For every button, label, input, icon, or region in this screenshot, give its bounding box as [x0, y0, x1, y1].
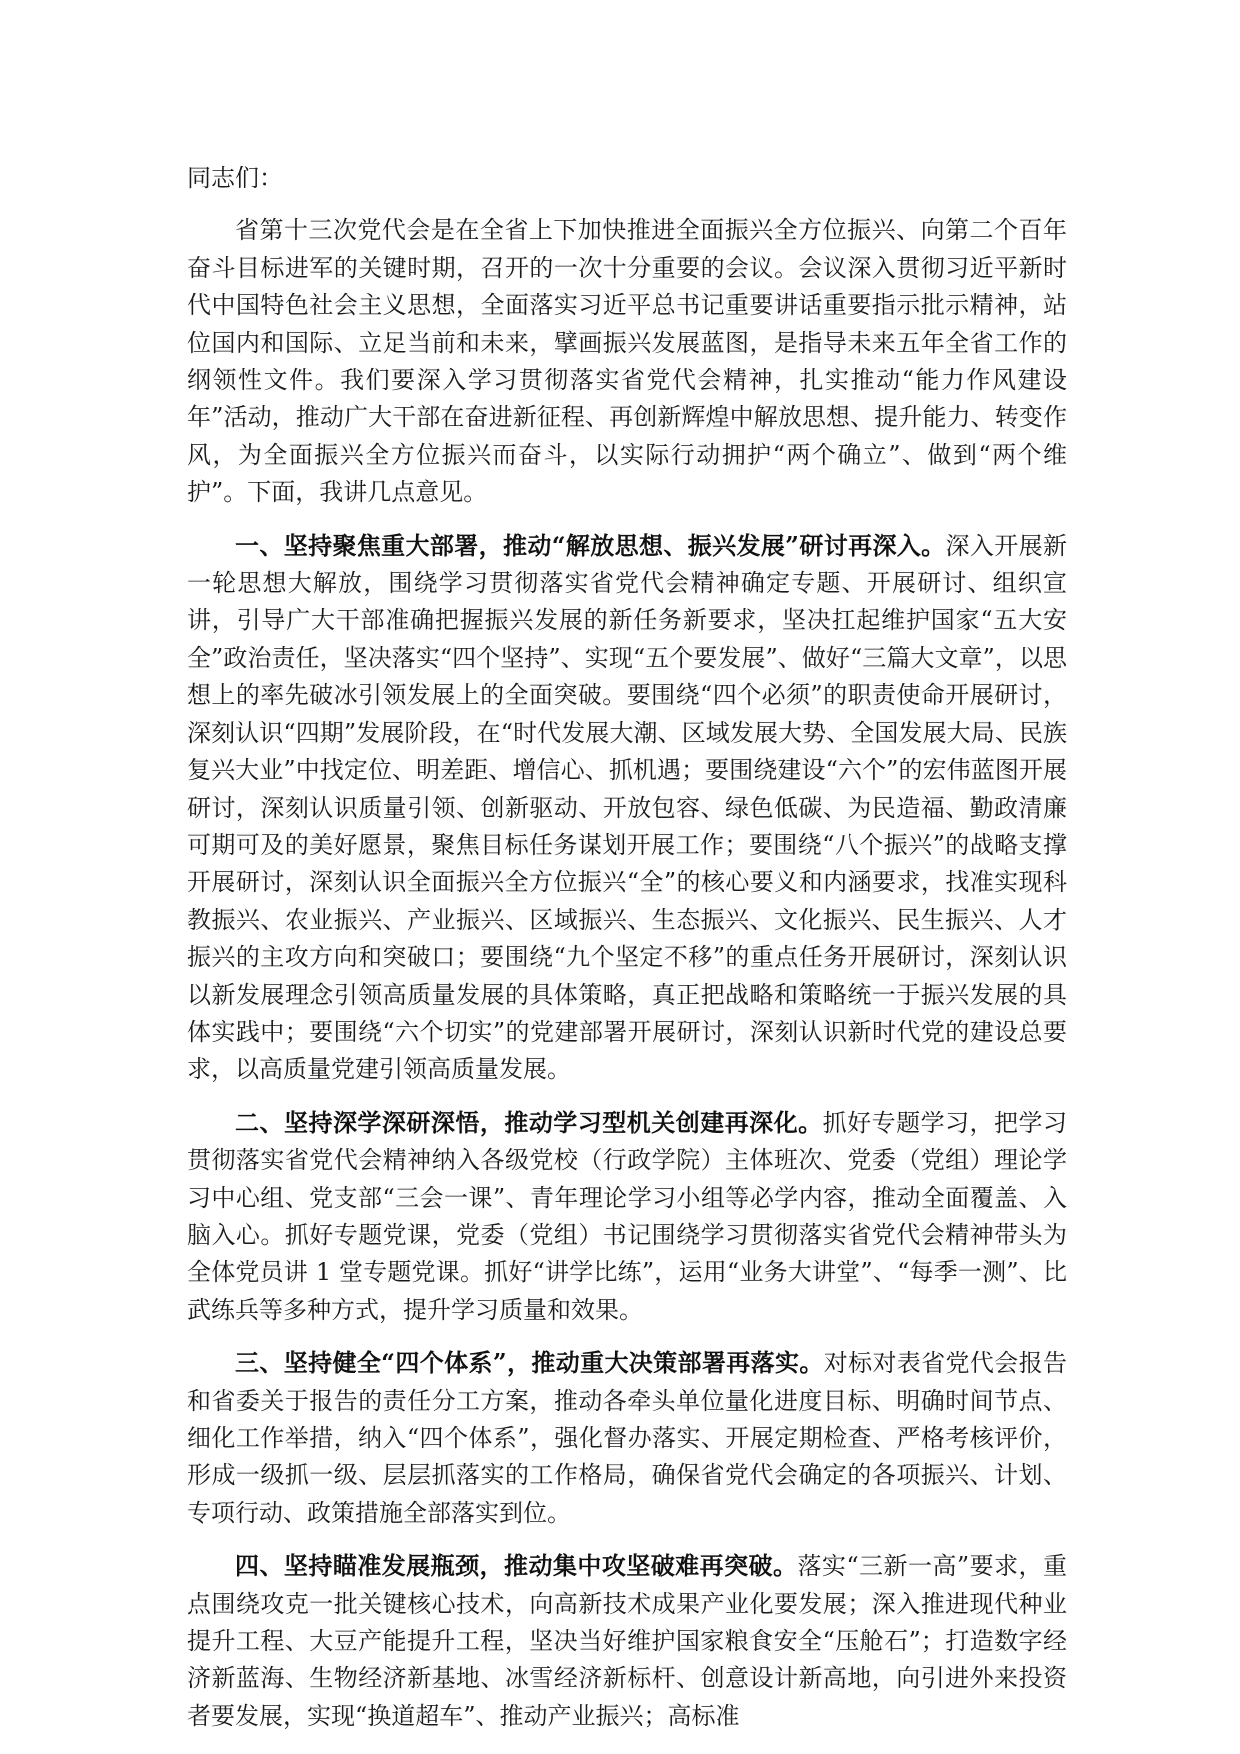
section-1-paragraph: [187, 527, 1067, 1089]
document-page: [187, 160, 1067, 1750]
section-2-body: 抓好专题学习，把学习贯彻落实省党代会精神纳入各级党校（行政学院）主体班次、党委（党组）理论学习中心组、党支部“三会一课”、青年理论学习小组等必学内容，推动全面覆盖、入脑入心。抓好专题党课，党委（党组）书记围绕学习贯彻落实省党代会精神带头为全体党员讲 1 堂专题党课。抓好“讲学比练”，运用“业务大讲堂”、“每季一测”、比武练兵等多种方式，提升学习质量和效果。: [187, 1108, 1068, 1324]
intro-paragraph: 省第十三次党代会是在全省上下加快推进全面振兴全方位振兴、向第二个百年奋斗目标进军的关键时期，召开的一次十分重要的会议。会议深入贯彻习近平新时代中国特色社会主义思想，全面落实习近平总书记重要讲话重要指示批示精神，站位国内和国际、立足当前和未来，擘画振兴发展蓝图，是指导未来五年全省工作的纲领性文件。我们要深入学习贯彻落实省党代会精神，扎实推动“能力作风建设年”活动，推动广大干部在奋进新征程、再创新辉煌中解放思想、提升能力、转变作风，为全面振兴全方位振兴而奋斗，以实际行动拥护“两个确立”、做到“两个维护”。下面，我讲几点意见。: [187, 216, 1067, 507]
section-3-heading: 三、坚持健全“四个体系”，推动重大决策部署再落实。: [235, 1348, 824, 1378]
section-3-paragraph: [187, 1344, 1067, 1532]
section-2-heading: 二、坚持深学深研深悟，推动学习型机关创建再深化。: [235, 1107, 823, 1137]
section-4-heading: 四、坚持瞄准发展瓶颈，推动集中攻坚破难再突破。: [235, 1551, 798, 1581]
section-4-paragraph: [187, 1547, 1067, 1735]
section-4-body: 落实“三新一高”要求，重点围绕攻克一批关键核心技术，向高新技术成果产业化要发展；深入推进现代种业提升工程、大豆产能提升工程，坚决当好维护国家粮食安全“压舱石”；打造数字经济新蓝海、生物经济新基地、冰雪经济新标杆、创意设计新高地，向引进外来投资者要发展，实现“换道超车”、推动产业振兴；高标准: [187, 1552, 1067, 1730]
section-3-body: 对标对表省党代会报告和省委关于报告的责任分工方案，推动各牵头单位量化进度目标、明确时间节点、细化工作举措，纳入“四个体系”，强化督办落实、开展定期检查、严格考核评价，形成一级抓一级、层层抓落实的工作格局，确保省党代会确定的各项振兴、计划、专项行动、政策措施全部落实到位。: [187, 1349, 1067, 1527]
section-1-heading: 一、坚持聚焦重大部署，推动“解放思想、振兴发展”研讨再深入。: [235, 530, 946, 560]
section-1-body: 深入开展新一轮思想大解放，围绕学习贯彻落实省党代会精神确定专题、开展研讨、组织宣讲，引导广大干部准确把握振兴发展的新任务新要求，坚决扛起维护国家“五大安全”政治责任，坚决落实“四个坚持”、实现“五个要发展”、做好“三篇大文章”，以思想上的率先破冰引领发展上的全面突破。要围绕“四个必须”的职责使命开展研讨，深刻认识“四期”发展阶段，在“时代发展大潮、区域发展大势、全国发展大局、民族复兴大业”中找定位、明差距、增信心、抓机遇；要围绕建设“六个”的宏伟蓝图开展研讨，深刻认识质量引领、创新驱动、开放包容、绿色低碳、为民造福、勤政清廉可期可及的美好愿景，聚焦目标任务谋划开展工作；要围绕“八个振兴”的战略支撑开展研讨，深刻认识全面振兴全方位振兴“全”的核心要义和内涵要求，找准实现科教振兴、农业振兴、产业振兴、区域振兴、生态振兴、文化振兴、民生振兴、人才振兴的主攻方向和突破口；要围绕“九个坚定不移”的重点任务开展研讨，深刻认识以新发展理念引领高质量发展的具体策略，真正把战略和策略统一于振兴发展的具体实践中；要围绕“六个切实”的党建部署开展研讨，深刻认识新时代党的建设总要求，以高质量党建引领高质量发展。: [187, 531, 1068, 1084]
salutation: 同志们：: [187, 164, 283, 192]
section-2-paragraph: [187, 1104, 1067, 1329]
